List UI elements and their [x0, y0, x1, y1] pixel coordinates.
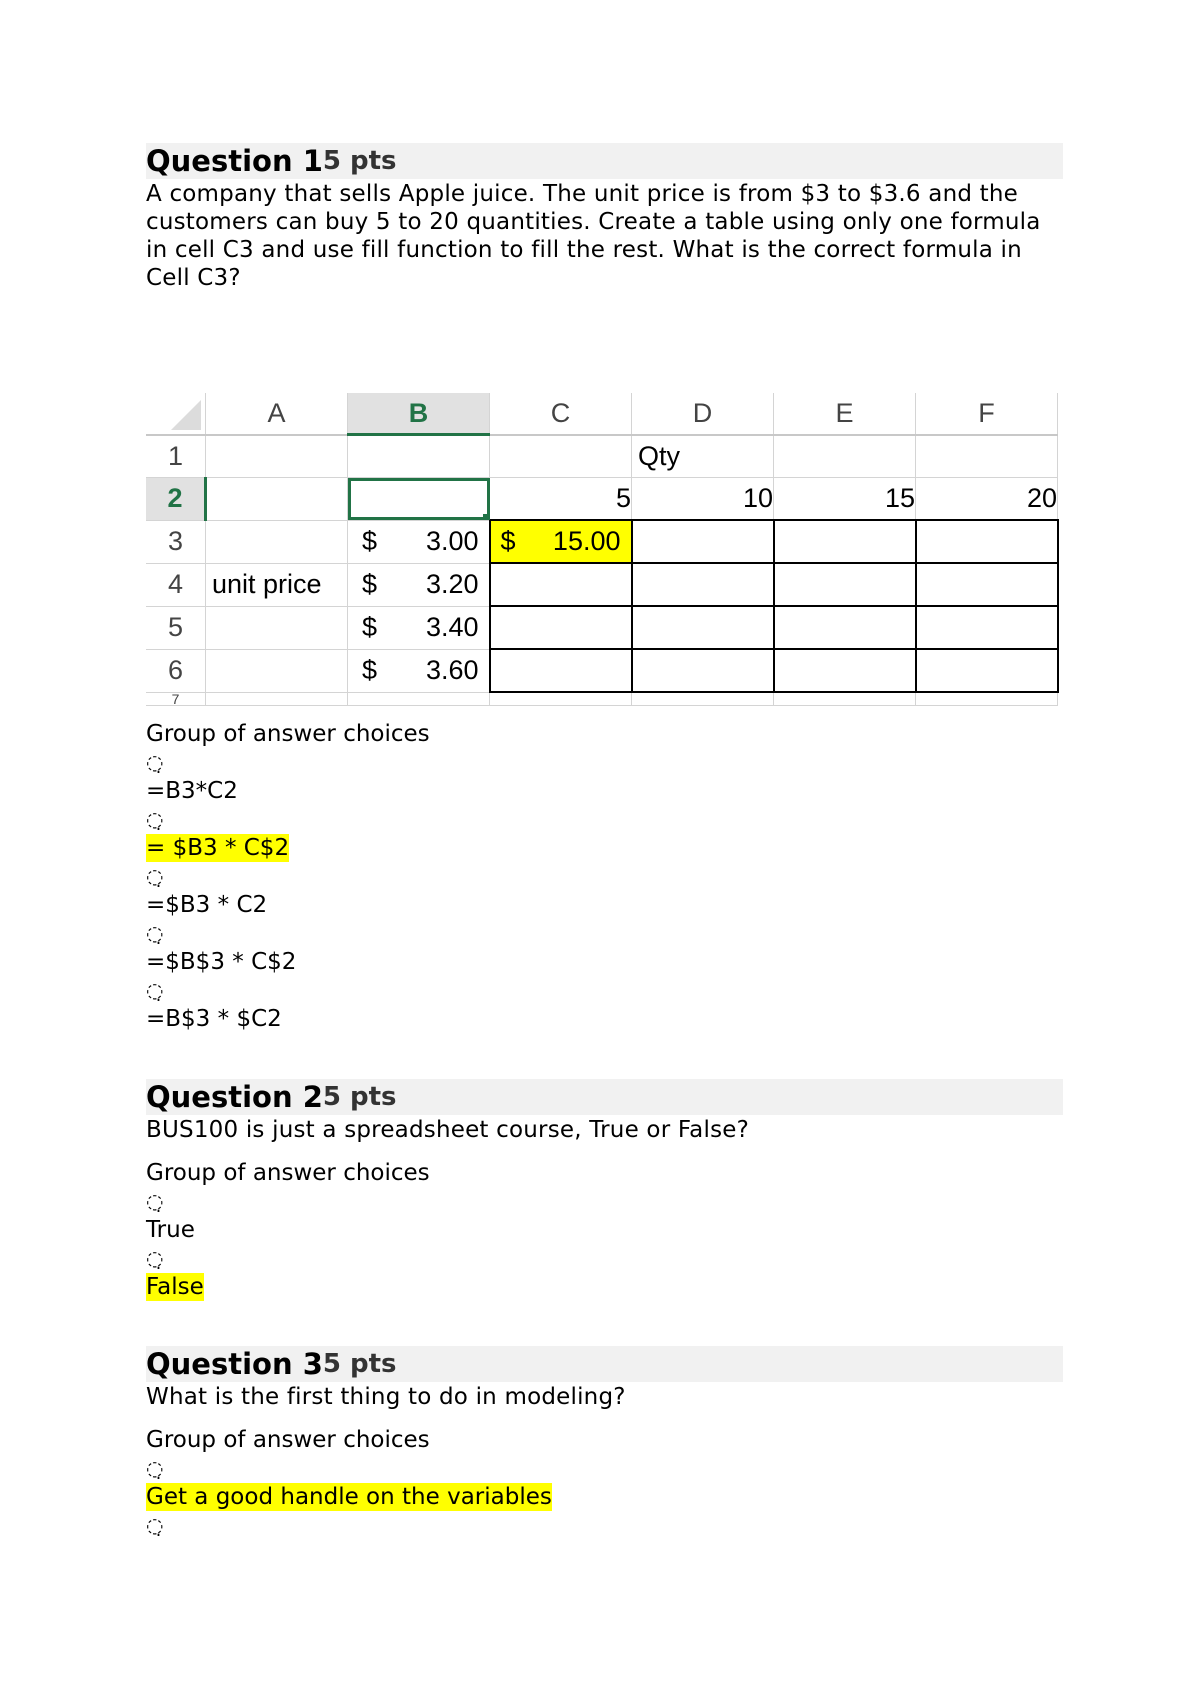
cell-b5-price: [348, 606, 490, 649]
price-value: 3.60: [425, 655, 479, 685]
price-value: 3.00: [425, 526, 479, 556]
row-header-4: 4: [146, 563, 206, 606]
cell-b4-price: [348, 563, 490, 606]
row-header-5: 5: [146, 606, 206, 649]
question-header: [146, 1079, 1063, 1115]
cell-d1-qty-label: Qty: [632, 435, 774, 478]
column-header-d: D: [632, 393, 774, 435]
cell-b6-price: [348, 649, 490, 692]
radio-button-icon[interactable]: ◌̣: [146, 864, 164, 888]
cell-a1: [206, 435, 348, 478]
sheet-row-7-partial: [146, 692, 1058, 706]
currency-symbol: $: [362, 569, 378, 599]
cell-c1: [490, 435, 632, 478]
answer-choice[interactable]: =B3*C2: [146, 778, 238, 804]
answer-choice-highlighted[interactable]: False: [146, 1274, 204, 1300]
cell-e5: [774, 606, 916, 649]
question-points: 5 pts: [322, 146, 397, 176]
price-value: 3.40: [425, 612, 479, 642]
column-header-b: B: [348, 393, 490, 435]
sheet-row-5: [146, 606, 1058, 649]
radio-button-icon[interactable]: ◌̣: [146, 750, 164, 774]
cell-c4: [490, 563, 632, 606]
cell-d4: [632, 563, 774, 606]
cell-e6: [774, 649, 916, 692]
column-header-a: A: [206, 393, 348, 435]
cell-a6: [206, 649, 348, 692]
cell-c7: [490, 692, 632, 706]
question-header: [146, 143, 1063, 179]
question-header: [146, 1346, 1063, 1382]
column-header-e: E: [774, 393, 916, 435]
radio-button-icon[interactable]: ◌̣: [146, 1189, 164, 1213]
sheet-row-3: [146, 520, 1058, 563]
result-value: 15.00: [552, 526, 621, 556]
column-header-row: [146, 393, 1058, 435]
select-all-corner: [146, 393, 206, 435]
column-header-c: C: [490, 393, 632, 435]
currency-symbol: $: [500, 526, 516, 556]
question-title: Question 1: [146, 144, 323, 178]
cell-e2-qty: 15: [774, 478, 916, 521]
currency-symbol: $: [362, 526, 378, 556]
cell-f6: [916, 649, 1058, 692]
answer-choice[interactable]: =$B3 * C2: [146, 892, 268, 918]
group-label: Group of answer choices: [146, 721, 430, 747]
currency-symbol: $: [362, 612, 378, 642]
question-text: What is the first thing to do in modeling?: [146, 1384, 626, 1410]
cell-d6: [632, 649, 774, 692]
cell-b7: [348, 692, 490, 706]
cell-d3: [632, 520, 774, 563]
cell-f4: [916, 563, 1058, 606]
sheet-row-2: [146, 478, 1058, 521]
question-1-answers: [146, 720, 1063, 1033]
cell-d2-qty: 10: [632, 478, 774, 521]
sheet-row-1: [146, 435, 1058, 478]
row-header-2: 2: [146, 478, 206, 521]
answer-choice[interactable]: True: [146, 1217, 195, 1243]
sheet-row-4: [146, 563, 1058, 606]
column-header-f: F: [916, 393, 1058, 435]
question-3: [146, 1346, 1063, 1540]
cell-f3: [916, 520, 1058, 563]
row-header-3: 3: [146, 520, 206, 563]
question-1: [146, 143, 1063, 292]
cell-c6: [490, 649, 632, 692]
question-text: BUS100 is just a spreadsheet course, True or False?: [146, 1117, 750, 1143]
cell-a5: [206, 606, 348, 649]
cell-e7: [774, 692, 916, 706]
radio-button-icon[interactable]: ◌̣: [146, 921, 164, 945]
answer-choice[interactable]: =$B$3 * C$2: [146, 949, 297, 975]
group-label: Group of answer choices: [146, 1160, 430, 1186]
answer-choice-highlighted[interactable]: Get a good handle on the variables: [146, 1484, 552, 1510]
cell-c3-result: [490, 520, 632, 563]
cell-a3: [206, 520, 348, 563]
answer-choice[interactable]: =B$3 * $C2: [146, 1006, 282, 1032]
cell-b3-price: [348, 520, 490, 563]
cell-d7: [632, 692, 774, 706]
cell-c5: [490, 606, 632, 649]
question-2: [146, 1079, 1063, 1301]
cell-f1: [916, 435, 1058, 478]
radio-button-icon[interactable]: ◌̣: [146, 1513, 164, 1537]
radio-button-icon[interactable]: ◌̣: [146, 807, 164, 831]
cell-f5: [916, 606, 1058, 649]
question-points: 5 pts: [322, 1082, 397, 1112]
radio-button-icon[interactable]: ◌̣: [146, 1246, 164, 1270]
radio-button-icon[interactable]: ◌̣: [146, 978, 164, 1002]
cell-e4: [774, 563, 916, 606]
cell-a4-unit-price-label: unit price: [206, 563, 348, 606]
price-value: 3.20: [425, 569, 479, 599]
cell-e1: [774, 435, 916, 478]
row-header-6: 6: [146, 649, 206, 692]
currency-symbol: $: [362, 655, 378, 685]
row-header-7: 7: [146, 692, 206, 706]
cell-a2: [206, 478, 348, 521]
question-text: A company that sells Apple juice. The unit price is from $3 to $3.6 and the customers can buy 5 to 20 quantities. Create a table using only one formula in cell C3 and use fill function to fill the rest. What is the correct formula in Cell C3?: [146, 181, 1041, 291]
cell-b1: [348, 435, 490, 478]
question-points: 5 pts: [322, 1349, 397, 1379]
cell-d5: [632, 606, 774, 649]
group-label: Group of answer choices: [146, 1427, 430, 1453]
question-title: Question 2: [146, 1080, 323, 1114]
question-title: Question 3: [146, 1347, 323, 1381]
sheet-row-6: [146, 649, 1058, 692]
cell-f2-qty: 20: [916, 478, 1058, 521]
cell-f7: [916, 692, 1058, 706]
cell-c2-qty: 5: [490, 478, 632, 521]
cell-e3: [774, 520, 916, 563]
spreadsheet-image: [146, 393, 1063, 705]
radio-button-icon[interactable]: ◌̣: [146, 1456, 164, 1480]
cell-b2-active: [348, 478, 490, 521]
cell-a7: [206, 692, 348, 706]
row-header-1: 1: [146, 435, 206, 478]
answer-choice-highlighted[interactable]: = $B3 * C$2: [146, 835, 290, 861]
